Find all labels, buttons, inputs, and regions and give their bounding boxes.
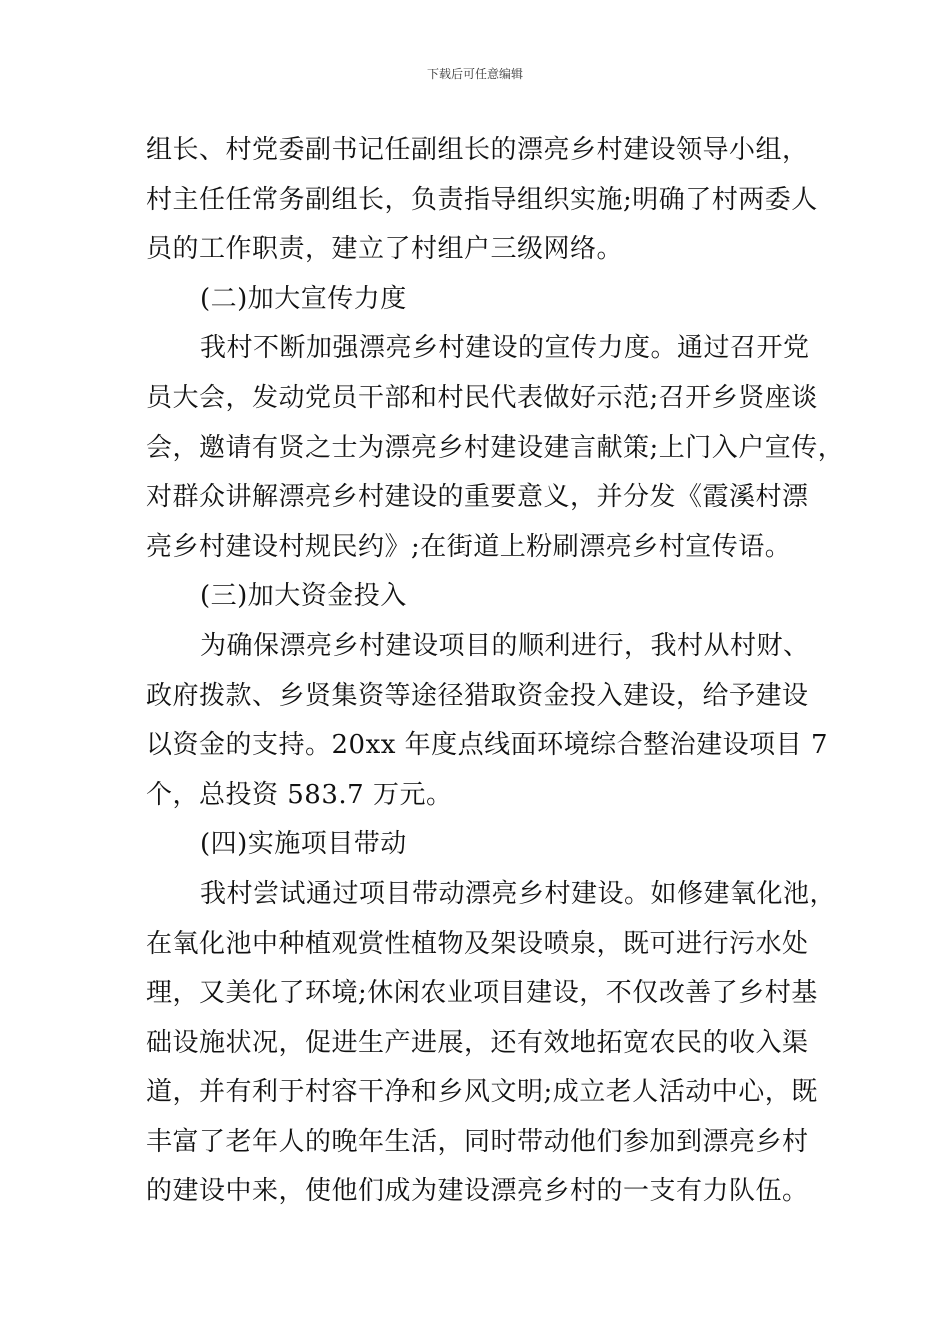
text-line: 的建设中来，使他们成为建设漂亮乡村的一支有力队伍。 (146, 1176, 809, 1207)
text-line: 对群众讲解漂亮乡村建设的重要意义，并分发《霞溪村漂 (146, 482, 809, 513)
section-heading: (四)实施项目带动 (200, 829, 407, 860)
text-line: 丰富了老年人的晚年生活，同时带动他们参加到漂亮乡村 (146, 1126, 809, 1157)
text-line: 以资金的支持。20xx 年度点线面环境综合整治建设项目 7 (146, 730, 828, 761)
text-line: 个，总投资 583.7 万元。 (146, 779, 453, 810)
text-line: 道，并有利于村容干净和乡风文明;成立老人活动中心，既 (146, 1077, 818, 1108)
text-line: 理，又美化了环境;休闲农业项目建设，不仅改善了乡村基 (146, 978, 818, 1009)
text-line: 员的工作职责，建立了村组户三级网络。 (146, 234, 624, 265)
text-line: 为确保漂亮乡村建设项目的顺利进行，我村从村财、 (200, 630, 810, 661)
text-line: 村主任任常务副组长，负责指导组织实施;明确了村两委人 (146, 184, 818, 215)
text-line: 员大会，发动党员干部和村民代表做好示范;召开乡贤座谈 (146, 382, 818, 413)
text-line: 政府拨款、乡贤集资等途径猎取资金投入建设，给予建设 (146, 680, 809, 711)
text-line: 组长、村党委副书记任副组长的漂亮乡村建设领导小组， (146, 135, 809, 165)
section-heading: (二)加大宣传力度 (200, 283, 407, 314)
document-body (146, 126, 845, 1217)
text-line: 我村尝试通过项目带动漂亮乡村建设。如修建氧化池， (200, 878, 837, 909)
text-line: 会，邀请有贤之士为漂亮乡村建设建言献策;上门入户宣传， (146, 432, 845, 463)
text-line: 亮乡村建设村规民约》;在街道上粉刷漂亮乡村宣传语。 (146, 531, 792, 562)
page-header: 下载后可任意编辑 (426, 67, 523, 81)
text-line: 础设施状况，促进生产进展，还有效地拓宽农民的收入渠 (146, 1027, 809, 1058)
text-line: 我村不断加强漂亮乡村建设的宣传力度。通过召开党 (200, 333, 810, 364)
section-heading: (三)加大资金投入 (200, 581, 407, 612)
text-line: 在氧化池中种植观赏性植物及架设喷泉，既可进行污水处 (146, 928, 809, 959)
